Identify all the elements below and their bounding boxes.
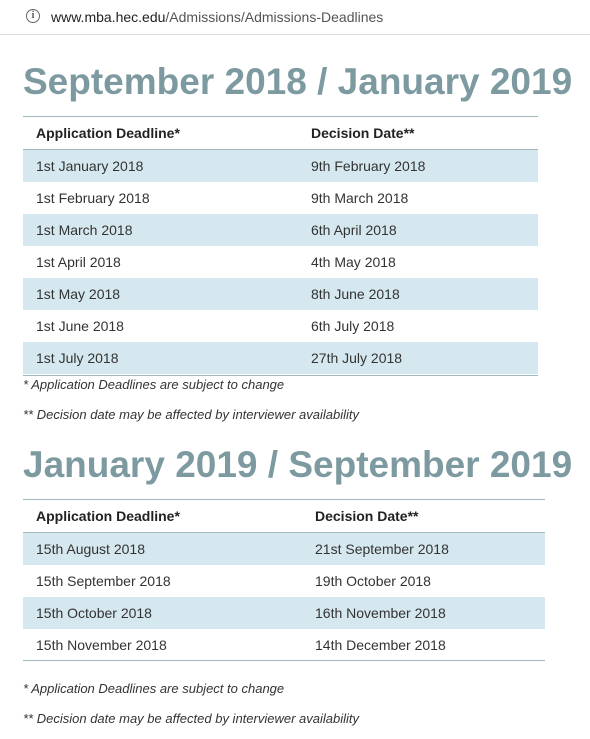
decision-date-cell: 21st September 2018 — [302, 533, 545, 566]
application-deadline-cell: 1st February 2018 — [36, 190, 150, 206]
column-header-application-deadline: Application Deadline* — [23, 500, 302, 533]
section-title-sep2018-jan2019: September 2018 / January 2019 — [23, 61, 573, 102]
url-text[interactable] — [51, 9, 383, 25]
table-header-row — [23, 500, 545, 533]
application-deadline-cell: 1st January 2018 — [23, 150, 298, 183]
decision-date-cell: 6th July 2018 — [311, 318, 395, 334]
table-bottom-rule — [23, 375, 538, 376]
application-deadline-cell: 1st July 2018 — [23, 342, 298, 374]
application-deadline-cell: 15th September 2018 — [36, 573, 171, 589]
application-deadline-cell: 1st April 2018 — [36, 254, 121, 270]
table-row — [23, 310, 538, 342]
table-bottom-rule — [23, 660, 545, 661]
decision-date-cell: 16th November 2018 — [302, 597, 545, 629]
table-row — [23, 342, 538, 374]
application-deadline-cell: 15th November 2018 — [36, 637, 167, 653]
footnote-application-deadlines: * Application Deadlines are subject to change — [23, 377, 285, 392]
decision-date-cell: 9th February 2018 — [298, 150, 538, 183]
application-deadline-cell: 15th October 2018 — [23, 597, 302, 629]
decision-date-cell: 27th July 2018 — [298, 342, 538, 374]
application-deadline-cell: 1st March 2018 — [23, 214, 298, 246]
decision-date-cell: 19th October 2018 — [315, 573, 431, 589]
section-title-jan2019-sep2019: January 2019 / September 2019 — [23, 444, 573, 485]
footnote-application-deadlines: * Application Deadlines are subject to change — [23, 681, 285, 696]
deadlines-table-2 — [23, 499, 545, 661]
column-header-decision-date: Decision Date** — [302, 500, 545, 533]
table-row — [23, 278, 538, 310]
address-bar[interactable] — [0, 0, 590, 35]
decision-date-cell: 6th April 2018 — [298, 214, 538, 246]
decision-date-cell: 14th December 2018 — [315, 637, 446, 653]
decision-date-cell: 4th May 2018 — [311, 254, 396, 270]
info-icon[interactable]: i — [26, 9, 40, 23]
column-header-decision-date: Decision Date** — [298, 117, 538, 150]
table-row — [23, 150, 538, 183]
footnote-decision-date: ** Decision date may be affected by interviewer availability — [23, 407, 360, 422]
deadlines-table-1 — [23, 116, 538, 374]
url-host: www.mba.hec.edu — [51, 9, 166, 25]
decision-date-cell: 9th March 2018 — [311, 190, 409, 206]
application-deadline-cell: 1st May 2018 — [23, 278, 298, 310]
application-deadline-cell: 1st June 2018 — [36, 318, 124, 334]
table-row — [23, 597, 545, 629]
url-path: /Admissions/Admissions-Deadlines — [165, 9, 384, 25]
table-row — [23, 182, 538, 214]
table-row — [23, 246, 538, 278]
application-deadline-cell: 15th August 2018 — [23, 533, 302, 566]
column-header-application-deadline: Application Deadline* — [23, 117, 298, 150]
table-row — [23, 565, 545, 597]
footnote-decision-date: ** Decision date may be affected by interviewer availability — [23, 711, 360, 726]
table-row — [23, 214, 538, 246]
table-row — [23, 533, 545, 566]
decision-date-cell: 8th June 2018 — [298, 278, 538, 310]
table-header-row — [23, 117, 538, 150]
table-row — [23, 629, 545, 661]
